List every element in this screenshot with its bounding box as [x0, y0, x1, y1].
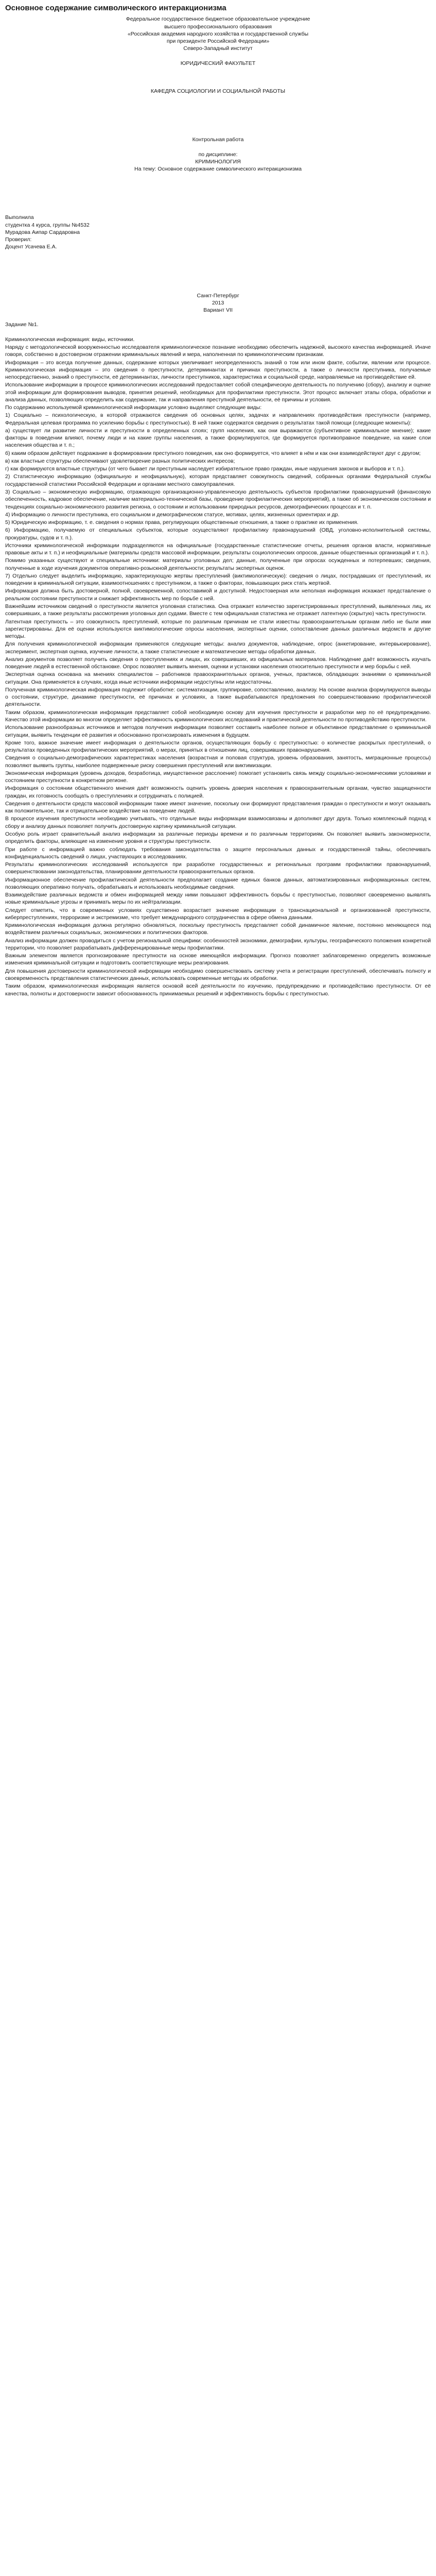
body-paragraph: По содержанию используемой криминологической информации условно выделяют следующие виды: — [5, 404, 262, 411]
body-paragraph: Криминологическая информация: виды, источники. — [5, 336, 135, 343]
header-line: «Российская академия народного хозяйства и государственной службы — [127, 30, 309, 37]
body-text — [5, 336, 431, 997]
body-paragraph: б) каким образом действует подражание в формировании преступного поведения, как оно формируется, что влияет в нём и как они взаимодействуют друг с другом; — [5, 450, 421, 456]
body-paragraph: Взаимодействие различных ведомств и обмен информацией между ними повышают эффективность борьбы с преступностью, позволяют своевременно выявлять новые криминальные угрозы и принимать меры по их нейтрализации. — [5, 892, 431, 906]
body-paragraph: 4) Информацию о личности преступника, его социальном и демографическом статусе, мотивах, целях, жизненных ориентирах и др. — [5, 511, 340, 518]
body-paragraph: 2) Статистическую информацию (официальную и неофициальную), которая представляет совокупность сведений, собранных органами Федеральной службы государственной статистики Российской Федерации и органами местного самоуправления. — [5, 473, 431, 487]
header-line: Северо-Западный институт — [183, 45, 253, 52]
body-paragraph: Использование разнообразных источников и методов получения информации позволяет составить наиболее полное и объективное представление о криминальной ситуации, выявить тенденции её развития и обоснованно прогнозировать изменения в будущем. — [5, 724, 431, 738]
title-footer — [5, 292, 431, 314]
body-paragraph: Анализ информации должен проводиться с учетом региональной специфики: особенностей экономики, демографии, культуры, географического положения конкретной территории, что позволяет разрабатывать дифференцированные меры профилактики. — [5, 937, 431, 951]
body-paragraph: Кроме того, важное значение имеет информация о деятельности органов, осуществляющих борьбу с преступностью: о количестве раскрытых преступлений, о результатах проведенных профилактических мероприятий, о мерах, принятых в отношении лиц, совершивших правонарушения. — [5, 739, 431, 754]
header-line: при президенте Российской Федерации» — [166, 38, 270, 45]
body-paragraph: Таким образом, криминологическая информация является основой всей деятельности по изучению, предупреждению и противодействию преступности. От её качества, полноты и достоверности зависит обоснованность принимаемых решений и эффективность борьбы с преступностью. — [5, 983, 431, 997]
signature-line: Доцент Усачева Е.А. — [5, 244, 57, 250]
body-paragraph: Анализ документов позволяет получить сведения о преступлениях и лицах, их совершивших, из официальных материалов. Наблюдение даёт возможность изучать поведение людей в естественной обстановке. Опрос позволяет выявить мнения, оценки и установки населения относительно преступности и мер борьбы с ней. — [5, 656, 431, 670]
body-paragraph: Полученная криминологическая информация подлежит обработке: систематизации, группировке, сопоставлению, анализу. На основе анализа формулируются выводы о состоянии, структуре, динамике преступности, её причинах и условиях, а также вырабатываются предложения по совершенствованию профилактической деятельности. — [5, 686, 431, 708]
footer-city: Санкт-Петербург — [197, 292, 239, 299]
body-paragraph: Использование информации в процессе криминологических исследований предоставляет собой специфическую деятельность по получению (сбору), анализу и оценке этой информации для формирования выводов, принятия решений, необходимых для профилактики преступности. Этот процесс включает этапы сбора, обработки и анализа данных, позволяющих определить как содержание, так и направления преступной деятельности, её причины и условия. — [5, 382, 431, 403]
topic-line: На тему: Основное содержание символического интеракционизма — [134, 166, 302, 173]
body-paragraph: Наряду с методологической вооруженностью исследователя криминологическое познание необходимо обеспечить надежной, высокого качества информацией. Иначе говоря, собственно в достоверном отражении криминальных явлений и мера, наполненная по криминологическим признакам. — [5, 344, 431, 358]
body-paragraph: Источники криминологической информации подразделяются на официальные (государственные статистические отчеты, решения органов власти, нормативные правовые акты и т. п.) и неофициальные (материалы средств массовой информации, результаты социологических опросов, данные общественных организаций и т. п.). — [5, 542, 431, 556]
discipline-label: по дисциплине: — [198, 151, 238, 158]
signature-block — [5, 214, 431, 250]
body-paragraph: Важнейшим источником сведений о преступности является уголовная статистика. Она отражает количество зарегистрированных преступлений, выявленных лиц, их совершивших, а также результаты рассмотрения уголовных дел судами. Вместе с тем официальная статистика не отражает латентную (скрытую) часть преступности. — [5, 603, 431, 617]
signature-line: Выполнила — [5, 214, 34, 221]
footer-year: 2013 — [212, 299, 224, 306]
body-paragraph: а) существует ли развитие личности и преступности в определенных слоях; групп населения, как они выражаются (субъективное криминальное мнение); какие факторы в поведении влияют, почему люди и на какие группы населения, а также формулируются, где формируется противоправное поведение, на какие слои населения общества и т. п.; — [5, 427, 431, 449]
body-paragraph: 6) Информацию, получаемую от специальных субъектов, которые осуществляют профилактику правонарушений (ОВД, уголовно-исполнительной системы, прокуратуры, судов и т. п.). — [5, 527, 431, 541]
signature-line: Проверил: — [5, 236, 32, 243]
body-paragraph: Следует отметить, что в современных условиях существенно возрастает значение информации о транснациональной и организованной преступности, киберпреступлениях, терроризме и экстремизме, что требует международного сотрудничества в сфере обмена данными. — [5, 907, 431, 921]
signature-line: студентка 4 курса, группы №4532 — [5, 222, 90, 228]
body-paragraph: в) как властные структуры обеспечивают удовлетворение разных политических интересов; — [5, 457, 235, 464]
body-paragraph: г) как формируются властные структуры (от чего бывает ли преступным наследует избирательное право граждан, иные нарушения законов и выборов и т. п.). — [5, 466, 405, 472]
body-paragraph: При работе с информацией важно соблюдать требования законодательства о защите персональных данных и государственной тайны, обеспечивать конфиденциальность сведений о лицах, участвующих в исследованиях. — [5, 846, 431, 860]
body-paragraph: Важным элементом является прогнозирование преступности на основе имеющейся информации. Прогноз позволяет заблаговременно определить возможные изменения криминальной ситуации и подготовить соответствующие меры реагирования. — [5, 953, 431, 967]
department-line: КАФЕДРА СОЦИОЛОГИИ И СОЦИАЛЬНОЙ РАБОТЫ — [150, 88, 286, 94]
work-type: Контрольная работа — [192, 137, 244, 143]
body-paragraph: 1) Социально – психологическую, в которой отражаются сведения об основных целях, задачах и направлениях противодействия преступности (например, Федеральная целевая программа по усилению борьбы с преступностью). В ней также содержатся сведения о результатах такой помощи (следующие моменты): — [5, 412, 431, 426]
body-paragraph: 3) Социально – экономическую информацию, отражающую организационно-управленческую деятельность субъектов профилактики правонарушений (финансовую обеспеченность, кадровое обеспечение, наличие материально-технической базы, проведение профилактических мероприятий), а также об экономическом состоянии и тенденциях социально-экономического развития региона, о состоянии и использовании природных ресурсов, демографических процессах и т. п. — [5, 489, 431, 510]
body-paragraph: Особую роль играет сравнительный анализ информации за различные периоды времени и по различным территориям. Он позволяет выявить закономерности, определить факторы, влияющие на изменение уровня и структуры преступности. — [5, 831, 431, 845]
body-paragraph: В процессе изучения преступности необходимо учитывать, что отдельные виды информации взаимосвязаны и дополняют друг друга. Только комплексный подход к сбору и анализу данных позволяет получить достоверную картину криминальной ситуации. — [5, 816, 431, 829]
faculty-line: ЮРИДИЧЕСКИЙ ФАКУЛЬТЕТ — [180, 60, 256, 66]
body-paragraph: 5) Юридическую информацию, т. е. сведения о нормах права, регулирующих общественные отношения, а также о практике их применения. — [5, 519, 359, 526]
body-paragraph: Информация о состоянии общественного мнения даёт возможность оценить уровень доверия населения к правоохранительным органам, чувство защищенности граждан, их готовность сообщать о преступлениях и сотрудничать с полицией. — [5, 785, 431, 799]
body-paragraph: Латентная преступность – это совокупность преступлений, которые по различным причинам не стали известны правоохранительным органам либо не были ими зарегистрированы. Для её оценки используются виктимологические опросы населения, экспертные оценки, сопоставление данных различных ведомств и другие методы. — [5, 618, 431, 640]
document-page — [0, 0, 436, 997]
body-paragraph: Экспертная оценка основана на мнениях специалистов – работников правоохранительных органов, ученых, практиков, обладающих знаниями о криминальной ситуации. Она применяется в случаях, когда иные источники информации недоступны или недостаточны. — [5, 671, 431, 685]
body-paragraph: Информация должна быть достоверной, полной, своевременной, сопоставимой и доступной. Недостоверная или неполная информация искажает представление о реальном состоянии преступности и снижает эффективность мер по борьбе с ней. — [5, 588, 431, 602]
body-paragraph: 7) Отдельно следует выделить информацию, характеризующую жертвы преступлений (виктимологическую): сведения о лицах, пострадавших от преступлений, их поведении в криминальной ситуации, взаимоотношениях с преступником, а также о факторах, повышающих риск стать жертвой. — [5, 572, 431, 587]
footer-variant: Вариант VII — [203, 307, 233, 314]
signature-line: Мурадова Аипар Сардаровна — [5, 229, 80, 235]
body-paragraph: Криминологическая информация должна регулярно обновляться, поскольку преступность представляет собой динамичное явление, постоянно меняющееся под воздействием различных социальных, экономических и политических факторов. — [5, 922, 431, 936]
body-paragraph: Для получения криминологической информации применяются следующие методы: анализ документов, наблюдение, опрос (анкетирование, интервьюирование), эксперимент, экспертная оценка, изучение личности, а также статистические и математические методы обработки данных. — [5, 641, 431, 655]
task-heading: Задание №1. — [5, 321, 39, 328]
body-paragraph: Таким образом, криминологическая информация представляет собой необходимую основу для изучения преступности и разработки мер по её предупреждению. Качество этой информации во многом определяет эффективность криминологических исследований и практической деятельности по противодействию преступности. — [5, 709, 431, 723]
body-paragraph: Информация – это всегда получение данных, содержание которых увеличивает неопределенность знаний о том или ином факте, событии, явлении или процессе. Криминологическая информация – это сведения о преступности, детерминантах и причинах преступности, а также о личности преступника, получаемые непосредственно, знаний о преступности, её детерминантах, личности преступников, характеристика и социальной среде, направляемые на противодействие ей. — [5, 359, 431, 381]
body-paragraph: Сведения о деятельности средств массовой информации также имеют значение, поскольку они формируют представления граждан о преступности и могут оказывать как положительное, так и отрицательное воздействие на поведение людей. — [5, 800, 431, 815]
document-title: Основное содержание символического интеракционизма — [5, 4, 226, 12]
header-line: Федеральное государственное бюджетное образовательное учреждение — [126, 16, 310, 23]
body-paragraph: Информационное обеспечение профилактической деятельности предполагает создание единых банков данных, автоматизированных информационных систем, позволяющих оперативно получать, обрабатывать и использовать необходимые сведения. — [5, 876, 431, 890]
discipline-name: КРИМИНОЛОГИЯ — [195, 158, 241, 165]
institution-header — [5, 15, 431, 173]
body-paragraph: Помимо указанных существуют и специальные источники: материалы уголовных дел; данные, полученные при опросах осужденных и потерпевших; сведения, полученные в ходе изучения документов оперативно-розыскной деятельности; результаты экспертных оценок. — [5, 557, 431, 571]
body-paragraph: Для повышения достоверности криминологической информации необходимо совершенствовать систему учета и регистрации преступлений, обеспечивать полноту и своевременность представления статистических данных, использовать современные методы их обработки. — [5, 968, 431, 982]
header-line: высшего профессионального образования — [164, 23, 272, 30]
body-paragraph: Экономическая информация (уровень доходов, безработица, имущественное расслоение) помогает установить связь между социально-экономическими условиями и состоянием преступности в конкретном регионе. — [5, 770, 431, 784]
body-paragraph: Результаты криминологических исследований используются при разработке государственных и региональных программ профилактики правонарушений, совершенствовании законодательства, планировании деятельности правоохранительных органов. — [5, 861, 431, 875]
body-paragraph: Сведения о социально-демографических характеристиках населения (возрастная и половая структура, уровень образования, занятость, миграционные процессы) позволяют выявить группы, наиболее подверженные риску совершения преступлений или виктимизации. — [5, 755, 431, 769]
